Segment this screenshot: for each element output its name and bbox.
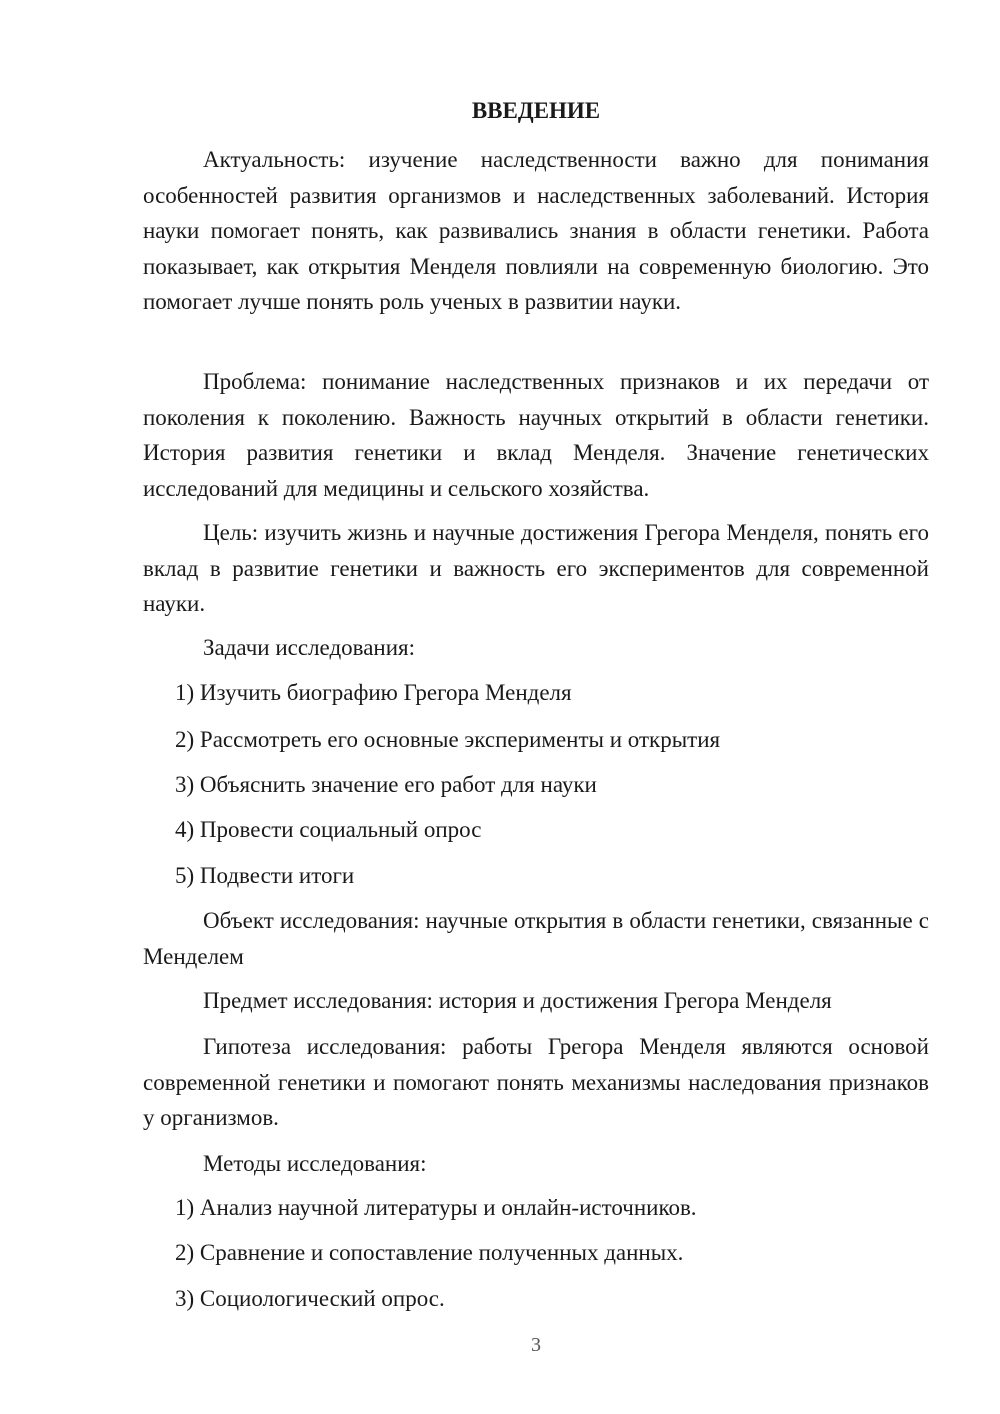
task-item: 1) Изучить биографию Грегора Менделя (175, 680, 572, 705)
tasks-heading: Задачи исследования: (203, 635, 416, 660)
method-item: 3) Социологический опрос. (175, 1286, 445, 1311)
relevance-paragraph: Актуальность: изучение наследственности важно для понимания особенностей развития организмов и наследственных заболеваний. История науки помогает понять, как развивались знания в области генетики. Работа показывает, как открытия Менделя повлияли на современную биологию. Это помогает лучше понять роль ученых в развитии науки. (143, 147, 929, 314)
problem-paragraph: Проблема: понимание наследственных признаков и их передачи от поколения к поколению. Важность научных открытий в области генетики. История развития генетики и вклад Менделя. Значение генетических исследований для медицины и сельского хозяйства. (143, 369, 929, 501)
method-item: 2) Сравнение и сопоставление полученных данных. (175, 1240, 684, 1265)
goal-paragraph: Цель: изучить жизнь и научные достижения Грегора Менделя, понять его вклад в развитие генетики и важность его экспериментов для современной науки. (143, 520, 929, 616)
methods-heading: Методы исследования: (203, 1151, 427, 1176)
task-item: 3) Объяснить значение его работ для науки (175, 772, 597, 797)
task-item: 5) Подвести итоги (175, 863, 355, 888)
method-item: 1) Анализ научной литературы и онлайн-источников. (175, 1195, 697, 1220)
task-item: 2) Рассмотреть его основные эксперименты и открытия (175, 727, 721, 752)
task-item: 4) Провести социальный опрос (175, 817, 482, 842)
page-number: 3 (531, 1334, 541, 1356)
hypothesis-paragraph: Гипотеза исследования: работы Грегора Менделя являются основой современной генетики и помогают понять механизмы наследования признаков у организмов. (143, 1034, 929, 1130)
subject-line: Предмет исследования: история и достижения Грегора Менделя (203, 988, 832, 1013)
object-paragraph: Объект исследования: научные открытия в области генетики, связанные с Менделем (143, 908, 929, 969)
page-title: ВВЕДЕНИЕ (471, 98, 601, 123)
